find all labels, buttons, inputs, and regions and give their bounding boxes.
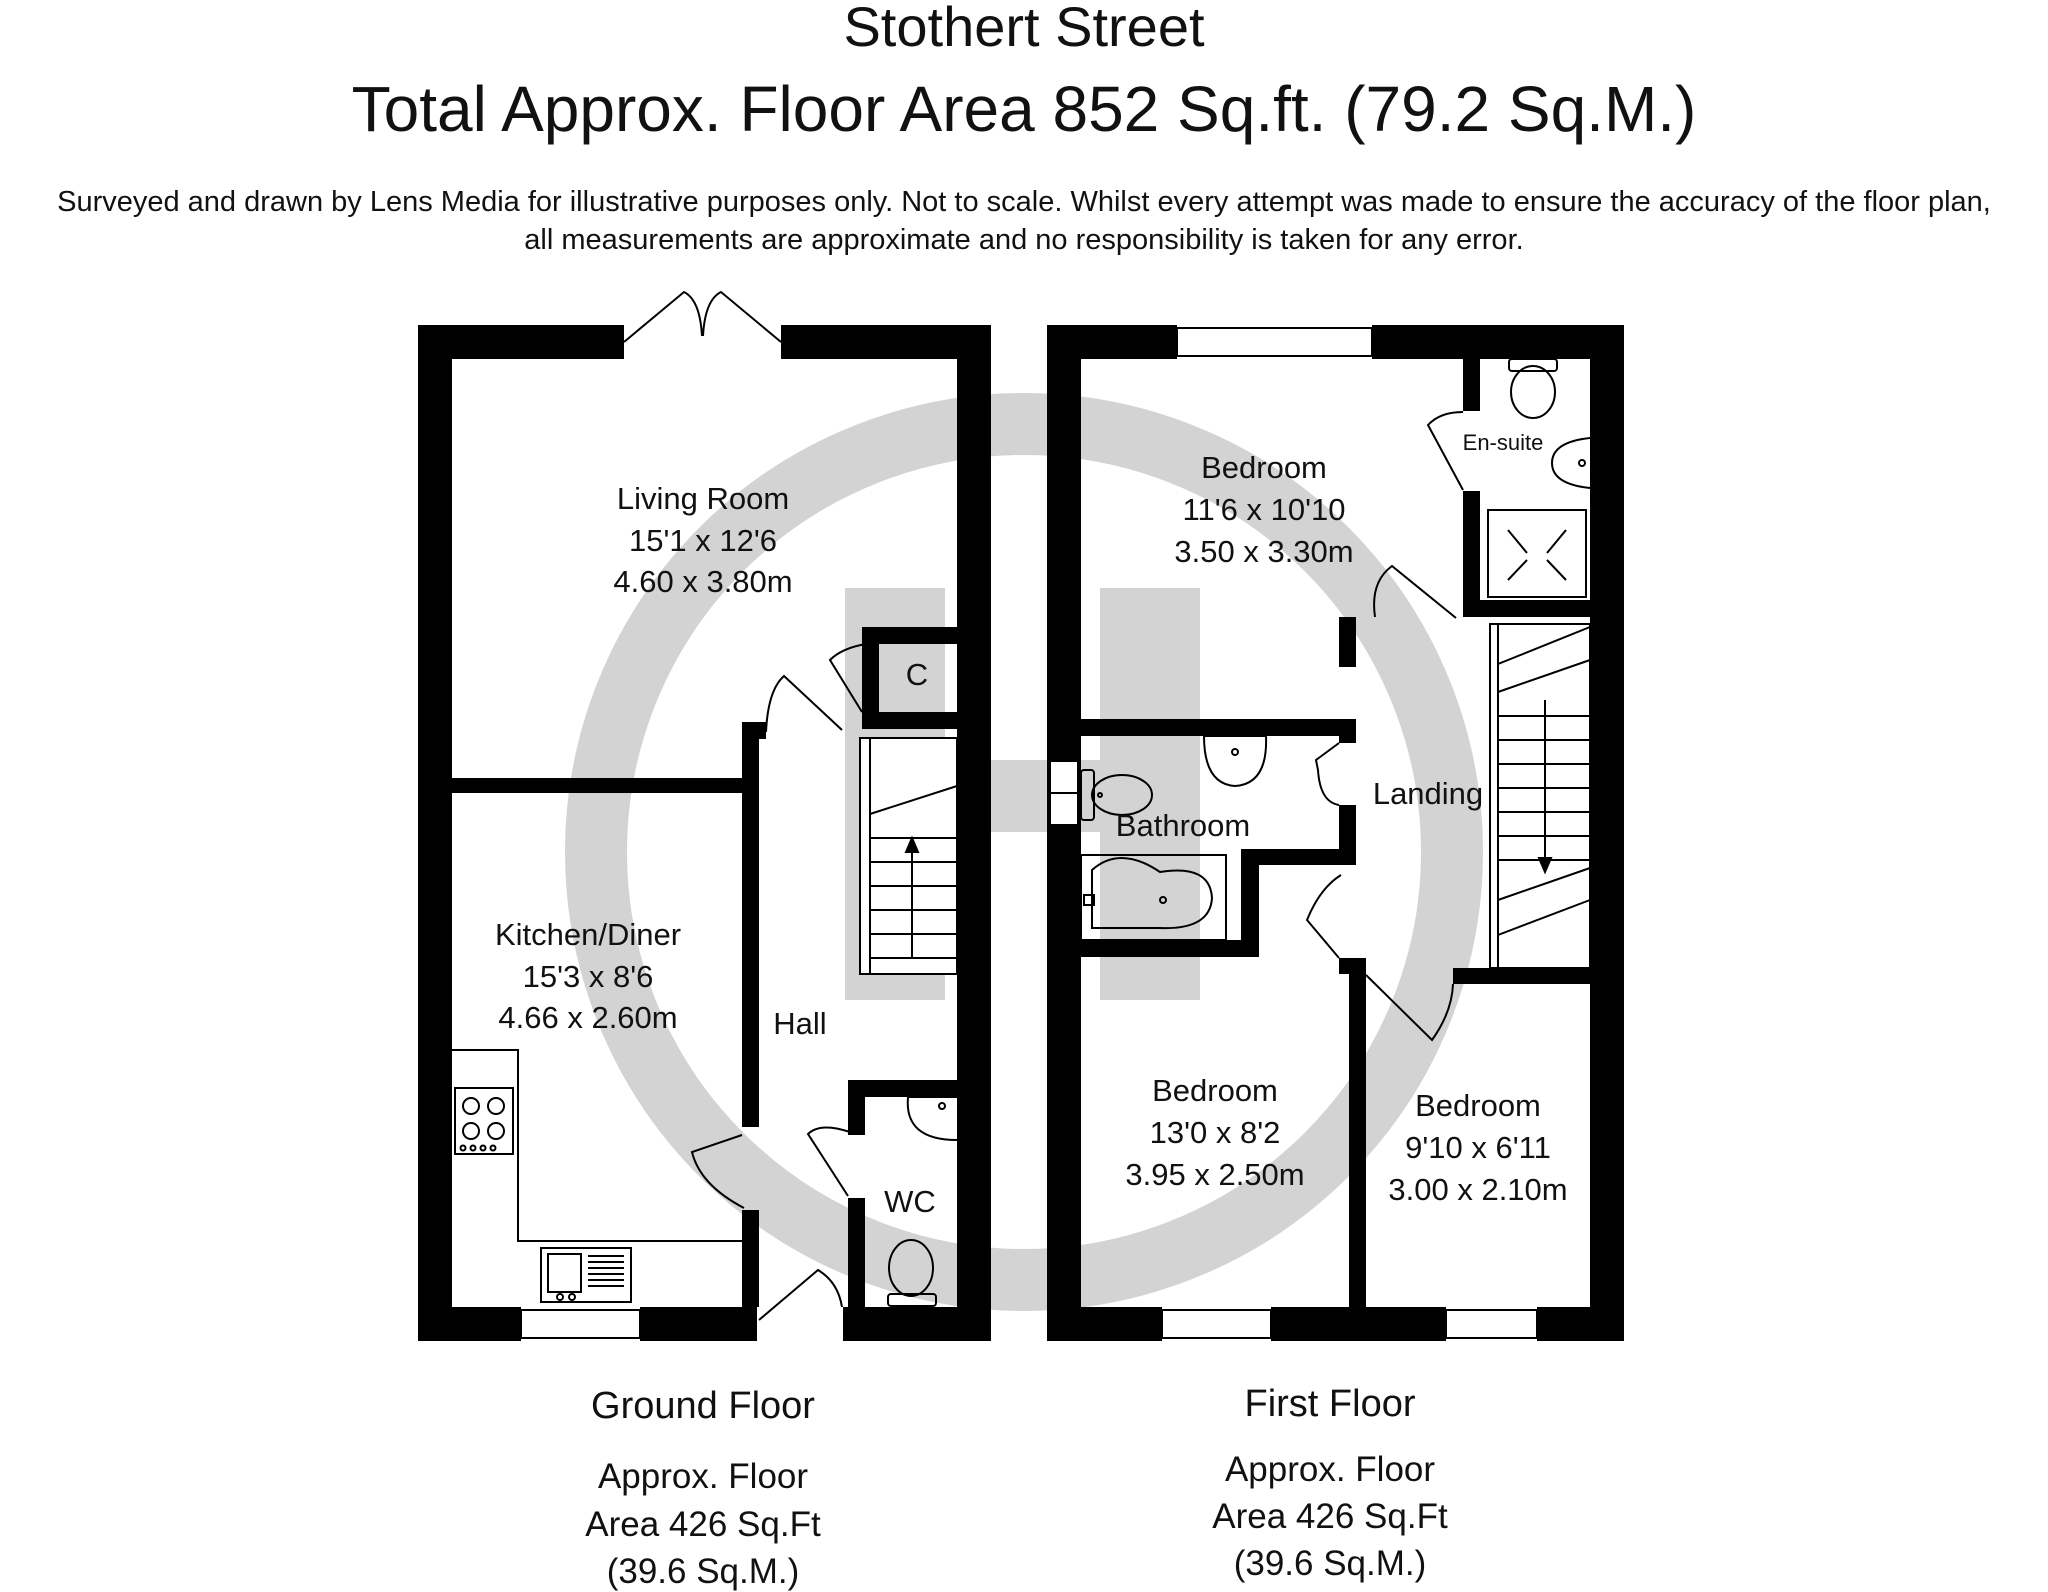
living-room-name: Living Room [616, 481, 790, 516]
ground-floor-area-1: Approx. Floor [597, 1457, 809, 1496]
ground-floor-windows [521, 1310, 640, 1338]
living-room-imperial: 15'1 x 12'6 [628, 523, 778, 558]
wc-label: WC [884, 1184, 936, 1219]
disclaimer-line-2: all measurements are approximate and no responsibility is taken for any error. [524, 224, 1524, 256]
main-bedroom-metric: 3.50 x 3.30m [1174, 534, 1354, 569]
ground-floor-area-3: (39.6 Sq.M.) [606, 1552, 800, 1591]
ground-floor-title: Ground Floor [591, 1385, 815, 1427]
bedroom-3-name: Bedroom [1415, 1088, 1541, 1123]
stairs-up-icon [860, 738, 957, 974]
hall-label: Hall [773, 1006, 827, 1041]
ground-floor-area-2: Area 426 Sq.Ft [585, 1505, 821, 1544]
living-room-metric: 4.60 x 3.80m [613, 564, 793, 599]
toilet-icon-ensuite [1509, 359, 1557, 418]
disclaimer-line-1: Surveyed and drawn by Lens Media for illustrative purposes only. Not to scale. Whilst every attempt was made to ensure the accuracy of the floor plan, [57, 186, 1991, 218]
bedroom-3-metric: 3.00 x 2.10m [1388, 1172, 1568, 1207]
bedroom-2-imperial: 13'0 x 8'2 [1149, 1115, 1281, 1150]
first-floor-area-1: Approx. Floor [1224, 1450, 1436, 1489]
first-floor-area-2: Area 426 Sq.Ft [1212, 1497, 1448, 1536]
total-floor-area: Total Approx. Floor Area 852 Sq.ft. (79.2 Sq.M.) [351, 73, 1697, 145]
kitchen-imperial: 15'3 x 8'6 [522, 959, 654, 994]
kitchen-name: Kitchen/Diner [494, 917, 682, 952]
main-bedroom-name: Bedroom [1201, 450, 1327, 485]
bedroom-2-name: Bedroom [1152, 1073, 1278, 1108]
bedroom-3-imperial: 9'10 x 6'11 [1405, 1130, 1551, 1165]
main-bedroom-imperial: 11'6 x 10'10 [1182, 492, 1346, 527]
shower-icon [1488, 510, 1586, 597]
floor-captions [585, 1383, 1448, 1591]
stairs-down-icon [1490, 624, 1590, 968]
kitchen-metric: 4.66 x 2.60m [498, 1000, 678, 1035]
ensuite-label: En-suite [1462, 430, 1544, 455]
plan-title: Stothert Street [843, 0, 1205, 58]
landing-label: Landing [1372, 776, 1484, 811]
first-floor-area-3: (39.6 Sq.M.) [1233, 1544, 1427, 1583]
basin-icon [908, 1097, 957, 1140]
basin-icon-bathroom [1204, 736, 1266, 786]
cupboard-label: C [905, 657, 929, 692]
bedroom-2-metric: 3.95 x 2.50m [1125, 1157, 1305, 1192]
bathroom-label: Bathroom [1115, 808, 1251, 843]
basin-icon-ensuite [1552, 438, 1590, 488]
sink-icon [541, 1248, 631, 1302]
first-floor-title: First Floor [1244, 1383, 1416, 1425]
hob-icon [455, 1088, 513, 1154]
